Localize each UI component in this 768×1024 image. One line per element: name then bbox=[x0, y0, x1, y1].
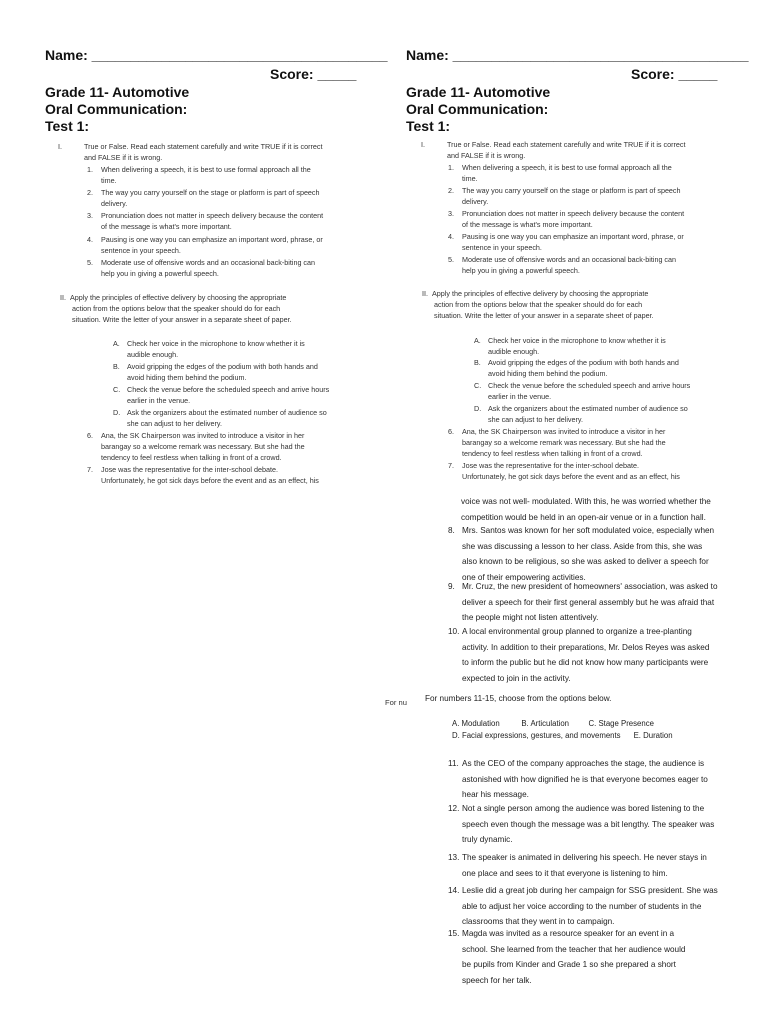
test-heading: Test 1: bbox=[406, 118, 451, 134]
part3-options-line2: D. Facial expressions, gestures, and movements E. Duration bbox=[452, 731, 673, 740]
list-item: 10. A local environmental group planned to organize a tree-planting activity. In addition to their preparations, Mr. Delos Reyes was asked to inform the public but he did not know how many participants were expected to join in the activity. bbox=[448, 627, 710, 683]
part1-instruction bbox=[58, 141, 388, 165]
score-field-line: Score: _____ bbox=[631, 66, 718, 82]
option-item: D. Ask the organizers about the estimated number of audience so she can adjust to her delivery. bbox=[474, 404, 688, 424]
option-item: B. Avoid gripping the edges of the podium with both hands and avoid hiding them behind the podium. bbox=[474, 358, 679, 378]
list-item: 2. The way you carry yourself on the stage or platform is part of speech delivery. bbox=[448, 186, 681, 206]
list-item: 7. Jose was the representative for the inter-school debate. Unfortunately, he got sick days before the event and as an effect, his bbox=[87, 465, 319, 485]
option-item: A. Check her voice in the microphone to know whether it is audible enough. bbox=[474, 336, 666, 356]
list-item: 6. Ana, the SK Chairperson was invited to introduce a visitor in her barangay so a welcome remark was necessary. But she had the tendency to feel restless when talking in front of a crowd. bbox=[87, 431, 305, 462]
part2-numeral: II. bbox=[60, 293, 66, 302]
list-item: 13. The speaker is animated in delivering his speech. He never stays in one place and sees to it that everyone is listening to him. bbox=[448, 853, 707, 878]
list-item: 2. The way you carry yourself on the stage or platform is part of speech delivery. bbox=[87, 188, 320, 208]
name-field-line: Name: ______________________________________ bbox=[45, 47, 388, 63]
name-field-line: Name: ______________________________________ bbox=[406, 47, 749, 63]
option-item: C. Check the venue before the scheduled speech and arrive hours earlier in the venue. bbox=[474, 381, 691, 401]
part2-instruction: II. Apply the principles of effective delivery by choosing the appropriate action from the options below that the speaker should do for each situation. Write the letter of your answer in a separate sheet of paper. bbox=[422, 289, 654, 320]
list-item: 4. Pausing is one way you can emphasize an important word, phrase, or sentence in your speech. bbox=[448, 232, 684, 252]
part1-numeral: I. bbox=[58, 142, 62, 151]
part2-instruction: II. Apply the principles of effective delivery by choosing the appropriate action from the options below that the speaker should do for each situation. Write the letter of your answer in a separate sheet of paper. bbox=[60, 293, 292, 324]
part1-instruction: I. True or False. Read each statement carefully and write TRUE if it is correct and FALSE if it is wrong. bbox=[421, 140, 686, 160]
option-item: D. Ask the organizers about the estimated number of audience so she can adjust to her delivery. bbox=[113, 408, 327, 428]
list-item: 3. Pronunciation does not matter in speech delivery because the content of the message is what's more important. bbox=[448, 209, 685, 229]
right-worksheet bbox=[385, 0, 749, 1024]
score-field-line: Score: _____ bbox=[270, 66, 357, 82]
list-item: 5. Moderate use of offensive words and an occasional back-biting can help you in giving a powerful speech. bbox=[87, 258, 316, 278]
list-item: 9. Mr. Cruz, the new president of homeowners' association, was asked to deliver a speech for their first general assembly but he was afraid that the people might not listen attentively. bbox=[448, 582, 718, 623]
grade-heading: Grade 11- Automotive bbox=[406, 84, 551, 100]
list-item: 6. Ana, the SK Chairperson was invited to introduce a visitor in her barangay so a welcome remark was necessary. But she had the tendency to feel restless when talking in front of a crowd. bbox=[448, 427, 666, 458]
list-item: 7. Jose was the representative for the inter-school debate. Unfortunately, he got sick days before the event and as an effect, his bbox=[448, 461, 680, 481]
option-item: A. Check her voice in the microphone to know whether it is audible enough. bbox=[113, 339, 305, 359]
list-item: 11. As the CEO of the company approaches the stage, the audience is astonished with how dignified he is that everyone becomes eager to hear his message. bbox=[448, 759, 708, 800]
list-item: 15. Magda was invited as a resource speaker for an event in a school. She learned from the teacher that her audience would be pupils from Kinder and Grade 1 so she prepared a short speech for her talk. bbox=[448, 929, 686, 985]
cut-off-text: For nu bbox=[385, 698, 407, 707]
list-item: 1. When delivering a speech, it is best to use formal approach all the time. bbox=[87, 165, 311, 185]
left-worksheet bbox=[45, 0, 388, 1024]
option-item: C. Check the venue before the scheduled speech and arrive hours earlier in the venue. bbox=[113, 385, 330, 405]
list-item: 5. Moderate use of offensive words and an occasional back-biting can help you in giving a powerful speech. bbox=[448, 255, 677, 275]
subject-heading: Oral Communication: bbox=[45, 101, 188, 117]
subject-heading: Oral Communication: bbox=[406, 101, 549, 117]
list-item: 12. Not a single person among the audience was bored listening to the speech even though the message was a bit lengthy. The speaker was truly dynamic. bbox=[448, 804, 715, 845]
part3-options-line1: A. Modulation B. Articulation C. Stage Presence bbox=[452, 719, 654, 728]
test-heading: Test 1: bbox=[45, 118, 90, 134]
list-item: 8. Mrs. Santos was known for her soft modulated voice, especially when she was discussing a lesson to her class. Aside from this, she was also known to be religious, so she was asked to deliver a speech for one of their empowering activities. bbox=[448, 526, 715, 582]
list-item: 4. Pausing is one way you can emphasize an important word, phrase, or sentence in your speech. bbox=[87, 235, 323, 255]
list-item: 14. Leslie did a great job during her campaign for SSG president. She was able to adjust her voice according to the number of students in the classrooms that they went in to campaign. bbox=[448, 886, 718, 927]
list-item: 3. Pronunciation does not matter in speech delivery because the content of the message is what's more important. bbox=[87, 211, 324, 231]
option-item: B. Avoid gripping the edges of the podium with both hands and avoid hiding them behind the podium. bbox=[113, 362, 318, 382]
grade-heading: Grade 11- Automotive bbox=[45, 84, 190, 100]
part1-instruction-line1: True or False. Read each statement carefully and write TRUE if it is correct bbox=[84, 142, 323, 151]
part3-instruction: For numbers 11-15, choose from the options below. bbox=[425, 694, 612, 703]
item7-continuation: voice was not well- modulated. With this, he was worried whether the competition would be held in an open-air venue or in a function hall. bbox=[461, 497, 711, 522]
part1-instruction-line2: and FALSE if it is wrong. bbox=[84, 153, 163, 162]
list-item: 1. When delivering a speech, it is best to use formal approach all the time. bbox=[448, 163, 672, 183]
